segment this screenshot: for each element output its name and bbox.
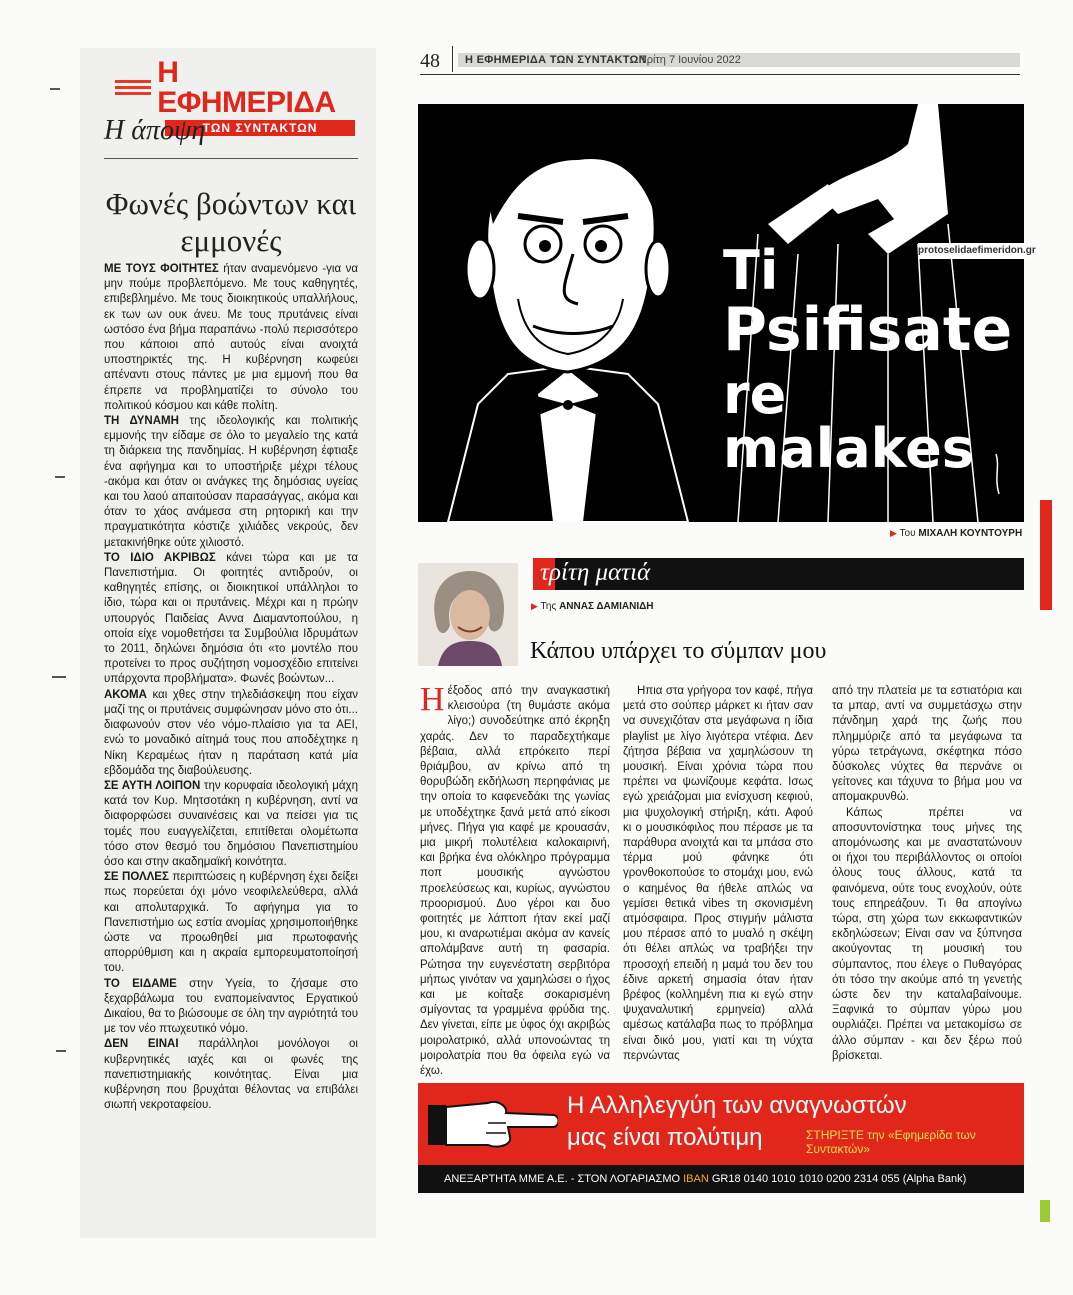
article-column-3	[832, 684, 1022, 1064]
ad-support	[806, 1128, 1006, 1156]
paragraph-text: παράλληλοι μονόλογοι οι κυβερνητικές ιαχές και οι φωνές της πανεπιστημιακής κοινότητας. Είναι μια κυβέρνηση που βρυχάται θέλοντας να επιβάλει σιωπή νεκροταφείου.	[104, 1038, 358, 1112]
triangle-icon: ▶	[531, 601, 538, 611]
ad-iban-number: GR18 0140 1010 1010 0200 2314 055	[711, 1173, 900, 1185]
byline-prefix: Της	[540, 601, 557, 612]
watermark: protoselidaefimeridon.gr	[918, 243, 1030, 259]
opinion-paragraph	[104, 414, 358, 551]
header-paper-name: Η ΕΦΗΜΕΡΙΔΑ ΤΩΝ ΣΥΝΤΑΚΤΩΝ	[465, 54, 647, 66]
scan-mark	[52, 676, 66, 678]
drop-cap: Η	[420, 681, 445, 718]
ad-account-info	[444, 1171, 966, 1187]
ad-headline-2: μας είναι πολύτιμη	[567, 1124, 763, 1151]
credit-name: ΜΙΧΑΛΗ ΚΟΥΝΤΟΥΡΗ	[918, 528, 1023, 539]
paragraph-text: κάνει τώρα και με τα Πανεπιστήμια. Οι φοιτητές αντιδρούν, οι καθηγητές επίσης, οι διοικητικοί υπάλληλοι το ίδιο, τώρα και οι πρυτάνεις. Μέχρι και η πρώην υπουργός Παιδείας Αννα Διαμαντοπούλου, η οποία είχε νομοθετήσει τα Συμβούλια Ιδρυμάτων το 2011, δηλώνει δημόσια ότι «το μοντέλο που προτείνει το προς συζήτηση νομοσχέδιο επιτείνει υπάρχοντα προβλήματα». Φωνές βοώντων...	[104, 551, 358, 686]
paragraph-lead: ΜΕ ΤΟΥΣ ΦΟΙΤΗΤΕΣ	[104, 263, 219, 275]
paragraph-text: ήταν αναμενόμενο -για να μην πούμε προβλεπόμενο. Με τους καθηγητές, επιβεβλημένο. Με τους διοικητικούς υπαλλήλους, εκ των ων ουκ άνευ. Με τους πρυτάνεις είναι ωστόσο ένα βήμα παραπάνω -πολύ περισσότερο που κάποιοι από αυτούς είναι ανοιχτά υποστηρικτές της. Η κυβέρνηση κωφεύει απέναντι στους πάντες με μια εμμονή που θα έπρεπε να προβληματίζει το σύνολο του πολιτικού κόσμου και κάθε πολίτη.	[104, 263, 358, 412]
paragraph-lead: ΣΕ ΠΟΛΛΕΣ	[104, 871, 169, 884]
paragraph-text: στην Υγεία, το ζήσαμε στο ξεχαρβάλωμα του εναπομείναντος Εργατικού Δικαίου, θα το βιώσουμε σε όλη την αγριότητά του με τον νέο πτωχευτικό νόμο.	[104, 977, 358, 1036]
opinion-paragraph	[104, 262, 358, 414]
paragraph-text: της ιδεολογικής και πολιτικής εμμονής την είδαμε σε όλο το μεγαλείο της κατά τη διάρκεια της πανδημίας. Η κυβέρνηση έφτιαξε ένα αφήγημα και το υποστήριξε μέχρι τέλους -ακόμα και όταν οι ανάγκες της δημόσιας υγείας και του λαού απαιτούσαν παρασάγγας, ακόμα και όταν το χάος ανάμεσα στη ρητορική και την πραγματικότητα κόστιζε χιλιάδες νεκρούς, δεν μετακινήθηκε ούτε χιλιοστό.	[104, 415, 358, 549]
header-date: Τρίτη 7 Ιουνίου 2022	[640, 54, 741, 66]
page-edge-tab	[1040, 1200, 1050, 1222]
masthead-subtitle: ΤΩΝ ΣΥΝΤΑΚΤΩΝ	[165, 120, 355, 136]
scan-mark	[56, 1050, 66, 1052]
scan-mark	[50, 88, 60, 90]
cartoon-credit	[890, 528, 1022, 539]
pointing-hand-icon	[428, 1093, 558, 1153]
article-paragraph	[420, 681, 610, 1079]
ad-support-prefix: ΣΤΗΡΙΞΤΕ την	[806, 1128, 885, 1142]
triangle-icon: ▶	[890, 528, 897, 538]
opinion-paragraph	[104, 688, 358, 779]
ad-support-name: «Εφημερίδα των Συντακτών»	[806, 1128, 976, 1156]
opinion-title: Φωνές βοώντων και εμμονές	[105, 186, 357, 258]
header-divider	[452, 46, 453, 72]
opinion-paragraph	[104, 870, 358, 976]
cartoon	[418, 104, 1024, 522]
article-column-1	[420, 681, 610, 1079]
ad-iban-label: IBAN	[683, 1173, 709, 1185]
byline-name: ΑΝΝΑΣ ΔΑΜΙΑΝΙΔΗ	[559, 601, 654, 612]
column-name: τρίτη ματιά	[540, 559, 651, 586]
opinion-paragraph	[104, 1037, 358, 1113]
paragraph-lead: ΑΚΟΜΑ	[104, 688, 147, 701]
article-title: Κάπου υπάρχει το σύμπαν μου	[530, 638, 827, 664]
article-paragraph: Κάπως πρέπει να αποσυντονίστηκα τους μήνες της απομόνωσης και με αναστατώνουν οι ήχοι του περιβάλλοντος οι οποίοι όλους τους άλλους, κατά τα φαινόμενα, ούτε τους ενοχλούν, ούτε τους επηρεάζουν. Τι θα απογίνω τώρα, στη χώρα των εκκωφαντικών εκδηλώσεων; Είναι σαν να ξύπνησα ακούγοντας τη μουσική του σύμπαντος, που έλεγε ο Πυθαγόρας ότι τόσο την ακούμε από τη γενετής ώστε δεν την καταλαβαίνουμε. Ξαφνικά το σύμπαν γύρω μου ουρλιάζει. Πρέπει να μετακομίσω σε άλλο σύμπαν - και δεν ξέρω πού βρίσκεται.	[832, 806, 1022, 1062]
paragraph-text: περιπτώσεις η κυβέρνηση έχει δείξει πως πορεύεται όχι μόνο νεοφιλελεύθερα, αλλά και απολυταρχικά. Το αφήγημα για το Πανεπιστήμιο ως εστία ανομίας χρησιμοποιήθηκε ώστε να προωθηθεί μια πρωτοφανής απορρύθμιση και η ακραία εμπορευματοποίησή του.	[104, 871, 358, 975]
header-rule	[420, 74, 1020, 75]
article-paragraph: από την πλατεία με τα εστιατόρια και τα μπαρ, αντί να συμμετάσχω στην πάνδημη χαρά της ζωής που πλημμύριζε από τα μεγάφωνα τα γύρω τετράγωνα, σκέφτηκα πόσο δύσκολες νύχτες θα περνάνε οι γείτονες και τάχυνα το βήμα μου να απομακρυνθώ.	[832, 685, 1022, 804]
cartoon-caption-line3: re malakes	[723, 363, 974, 480]
paragraph-text: και χθες στην τηλεδιάσκεψη που είχαν μαζί της οι πρυτάνεις συμφώνησαν μόνο στο ότι... διαφωνούν στον νέο νόμο-πλαίσιο για τα ΑΕΙ, ενώ το μοναδικό αίτημά τους που αποδέχτηκε η Νίκη Κεραμέως ήταν η παράταση κατά μία εβδομάδα της διαβούλευσης.	[104, 688, 358, 777]
masthead-title: Η ΕΦΗΜΕΡΙΔΑ	[157, 56, 336, 119]
article-paragraph: Ηπια στα γρήγορα τον καφέ, πήγα μετά στο σούπερ μάρκετ κι ήταν σαν να συνεχιζόταν στα μεγάφωνα η ίδια playlist με λίγο λιγότερα ντέφια. Δεν ζήτησα βέβαια να χαμηλώσουν τη μουσική. Είναι χρόνια τώρα που πρέπει να ψωνίζουμε κεφάτα. Ισως εγώ χρειάζομαι μια ενίσχυση κεφιού, μια ψυχολογική στήριξη, κάτι. Αφού κι ο μουσικόφιλος που πέρασε με τα παράθυρα ανοιχτά και τα μπάσα στο τέρμα μού φάνηκε ότι γρονθοκοπούσε το στομάχι μου, ενώ ο καημένος θα ήθελε απλώς να γεμίσει θετικά vibes τη σκονισμένη ατμόσφαιρα. Προς στιγμήν μάλιστα μου πέρασε από το μυαλό η σκέψη ότι θέλει απλώς να τραβήξει την προσοχή επειδή η μαμά του δεν του έδινε αρκετή σημασία όταν ήταν βρέφος (κολλημένη πια κι εγώ στην ψυχαναλυτική ερμηνεία) αλλά αμέσως κατάλαβα πως το πρόβλημα είναι δικό μου, γιατί και τη νύχτα περνώντας	[623, 685, 813, 1062]
column-byline	[531, 601, 654, 612]
paragraph-lead: ΤΟ ΙΔΙΟ ΑΚΡΙΒΩΣ	[104, 551, 216, 564]
credit-prefix: Του	[899, 528, 916, 539]
opinion-paragraph	[104, 779, 358, 870]
article-column-2	[623, 684, 813, 1064]
cartoon-caption-line1: Ti	[723, 239, 779, 302]
paragraph-text: την κορυφαία ιδεολογική μάχη κατά τον Κυρ. Μητσοτάκη η κυβέρνηση, αντί να διαφορφώσει συναινέσεις και να πείσει για τις τομές που ευαγγελίζεται, επιτίθεται ολομέτωπα τόσο στον θεσμό του δημόσιου Πανεπιστημίου όσο και στην ακαδημαϊκή κοινότητα.	[104, 779, 358, 868]
page-number: 48	[420, 50, 440, 72]
opinion-body	[104, 262, 358, 1113]
paragraph-lead: ΔΕΝ ΕΙΝΑΙ	[104, 1038, 179, 1051]
speed-lines-icon	[115, 80, 151, 96]
paragraph-lead: ΤΟ ΕΙΔΑΜΕ	[104, 977, 177, 990]
ad-bank-name: (Alpha Bank)	[902, 1173, 967, 1185]
scan-mark	[55, 476, 65, 478]
page-edge-tab	[1040, 500, 1052, 610]
ad-headline-1: Η Αλληλεγγύη των αναγνωστών	[567, 1092, 907, 1119]
author-photo	[418, 563, 518, 666]
section-label: Η άποψη	[104, 115, 206, 146]
paragraph-text: έξοδος από την αναγκαστική κλεισούρα (τη θυμάστε ακόμα λίγο;) συνοδεύτηκε από έκρηξη χαράς. Δεν το παραδεχτήκαμε βέβαια, αλλά επρόκειτο περί θριάμβου, αν κρίνω από τη θορυβώδη εκδήλωση περηφάνιας με την οποία το καφενεδάκι της γωνίας με υποδέχτηκε ξανά μετά από είκοσι μήνες. Πήγα για καφέ με κρουασάν, μια μικρή πολυτέλεια καλοκαιρινή, και βρήκα ένα ολόκληρο πρόγραμμα ποπ μουσικής αγνώστου προελεύσεως και, κυρίως, αγνώστου προορισμού. Δυο γέροι και δυο φοιτητές με λάπτοπ ήταν εκεί μαζί μου, κι αναρωτιέμαι ακόμα αν κανείς απολάμβανε αυτή τη φασαρία. Ρώτησα την ευγενέστατη σερβιτόρα μήπως γινόταν να χαμηλώσει ο ήχος και με κοίταξε σοκαρισμένη σμίγοντας τα γραμμένα φρύδια της. Δεν γίνεται, είπε με ύφος όχι ακριβώς μοιρολατρικό, αλλά υπονοώντας τη μοιρολατρία που θα όφειλα εγώ να έχω.	[420, 685, 610, 1078]
paragraph-lead: ΤΗ ΔΥΝΑΜΗ	[104, 415, 179, 428]
ad-account-text: ΑΝΕΞΑΡΤΗΤΑ ΜΜΕ Α.Ε. - ΣΤΟΝ ΛΟΓΑΡΙΑΣΜΟ	[444, 1173, 681, 1185]
opinion-paragraph	[104, 551, 358, 688]
section-divider	[104, 158, 358, 159]
cartoon-caption-line2: Psifisate	[723, 295, 1013, 365]
paragraph-lead: ΣΕ ΑΥΤΗ ΛΟΙΠΟΝ	[104, 779, 201, 792]
opinion-paragraph	[104, 977, 358, 1038]
